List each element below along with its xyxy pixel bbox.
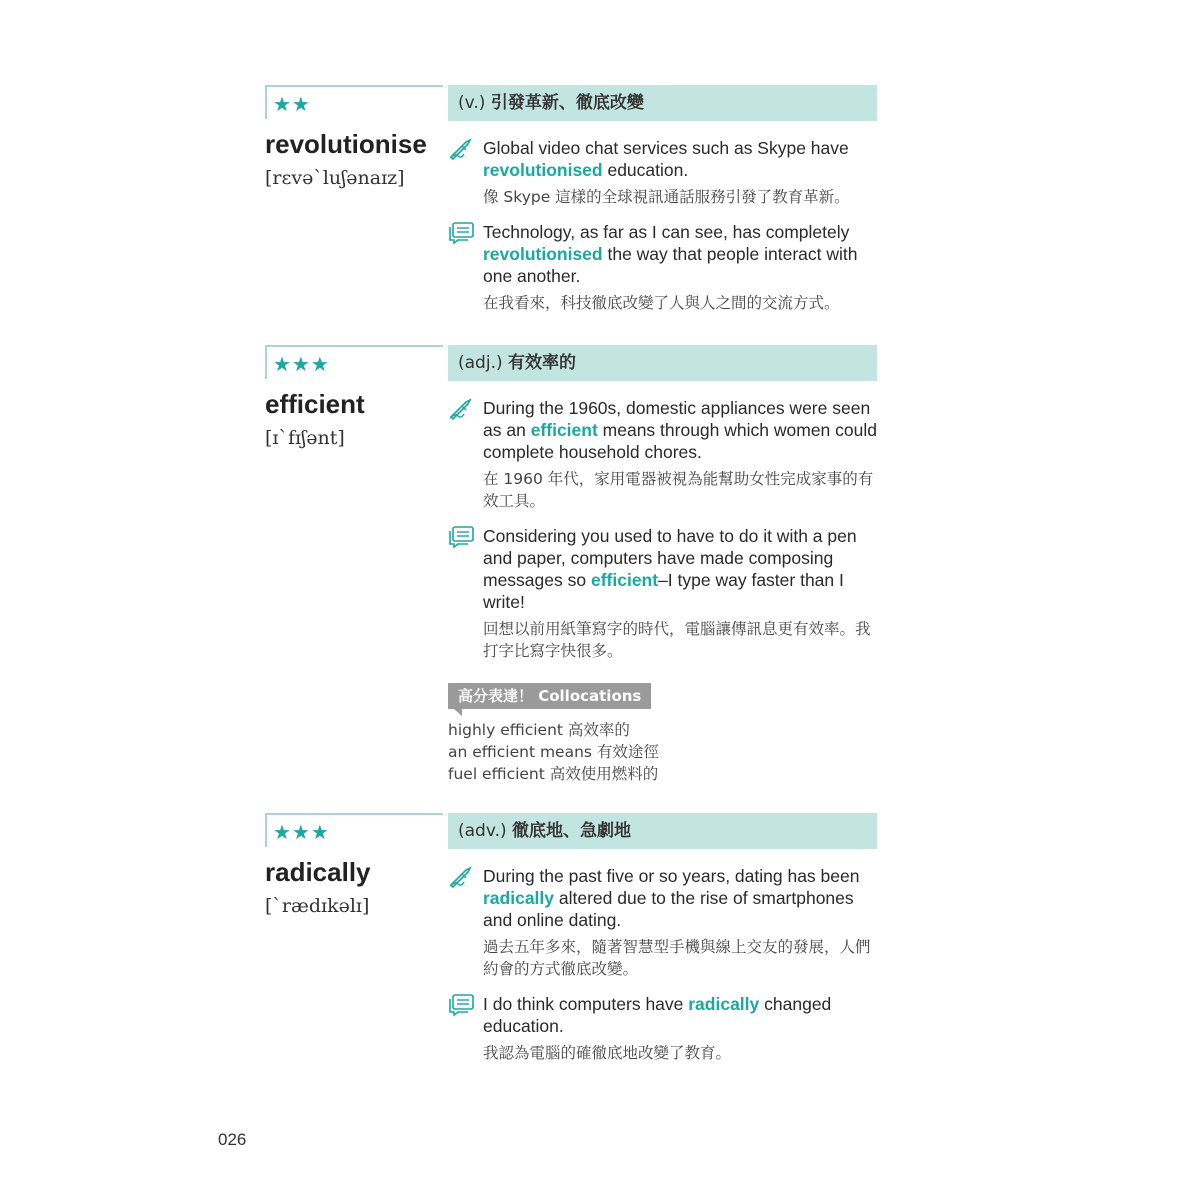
headword: radically: [265, 857, 371, 887]
example-sentence: Technology, as far as I can see, has completely revolutionised the way that people interact with one another.: [483, 222, 858, 286]
example-writing: [448, 397, 877, 512]
example-speaking: [448, 221, 877, 314]
highlight-word: efficient: [590, 570, 659, 590]
example-sentence: During the 1960s, domestic appliances were seen as an efficient means through which women could complete household chores.: [483, 398, 877, 462]
headword: efficient: [265, 389, 365, 419]
star-rating: ★★: [273, 92, 311, 116]
star-rating: ★★★: [273, 352, 330, 376]
highlight-word: radically: [688, 994, 760, 1014]
speech-bubble-icon: [448, 221, 476, 245]
collocation-item: fuel efficient 高效使用燃料的: [448, 765, 659, 783]
highlight-word: efficient: [530, 420, 598, 440]
highlight-word: radically: [483, 888, 555, 908]
example-writing: [448, 137, 877, 208]
example-sentence: I do think computers have radically changed education.: [483, 994, 832, 1036]
example-sentence: Considering you used to have to do it with a pen and paper, computers have made composing messages so efficient–I type way faster than I write!: [483, 526, 857, 612]
example-translation: 過去五年多來，隨著智慧型手機與線上交友的發展，人們約會的方式徹底改變。: [483, 938, 871, 978]
collocation-item: highly efficient 高效率的: [448, 721, 630, 739]
definition: 引發革新、徹底改變: [490, 93, 644, 113]
speech-bubble-icon: [448, 993, 476, 1017]
definition: 徹底地、急劇地: [512, 821, 632, 841]
speech-bubble-icon: [448, 525, 476, 549]
part-of-speech: (adj.): [458, 353, 503, 373]
page-number: 026: [218, 1130, 247, 1149]
definition-bar: [448, 813, 877, 849]
definition-bar: [448, 85, 877, 121]
example-translation: 我認為電腦的確徹底地改變了教育。: [483, 1044, 732, 1062]
phonetic: [ˋrædɪkəlɪ]: [265, 895, 370, 917]
phonetic: [ɪˋfɪʃənt]: [265, 427, 345, 449]
pen-icon: [448, 137, 476, 161]
star-rating: ★★★: [273, 820, 330, 844]
part-of-speech: (v.): [458, 93, 486, 113]
highlight-word: revolutionised: [483, 160, 603, 180]
highlight-word: revolutionised: [483, 244, 603, 264]
example-sentence: Global video chat services such as Skype have revolutionised education.: [483, 138, 849, 180]
headword: revolutionise: [265, 129, 427, 159]
example-translation: 回想以前用紙筆寫字的時代，電腦讓傳訊息更有效率。我打字比寫字快很多。: [483, 620, 871, 660]
example-sentence: During the past five or so years, dating has been radically altered due to the rise of smartphones and online dating.: [483, 866, 860, 930]
collocations-tag: 高分表達！ Collocations: [448, 683, 651, 709]
example-translation: 在 1960 年代，家用電器被視為能幫助女性完成家事的有效工具。: [483, 470, 874, 510]
pen-icon: [448, 865, 476, 889]
part-of-speech: (adv.): [458, 821, 507, 841]
entry-revolutionise: [265, 85, 877, 325]
phonetic: [rɛvəˋluʃənaɪz]: [265, 167, 405, 189]
definition: 有效率的: [508, 353, 577, 373]
stars-box: [265, 813, 443, 847]
example-speaking: [448, 993, 877, 1064]
definition-bar: [448, 345, 877, 381]
stars-box: [265, 345, 443, 379]
stars-box: [265, 85, 443, 119]
entry-radically: [265, 813, 877, 1073]
example-translation: 像 Skype 這樣的全球視訊通話服務引發了教育革新。: [483, 188, 850, 206]
entry-efficient: [265, 345, 877, 675]
example-writing: [448, 865, 877, 980]
example-speaking: [448, 525, 877, 662]
collocation-item: an efficient means 有效途徑: [448, 743, 659, 761]
pen-icon: [448, 397, 476, 421]
example-translation: 在我看來，科技徹底改變了人與人之間的交流方式。: [483, 294, 840, 312]
